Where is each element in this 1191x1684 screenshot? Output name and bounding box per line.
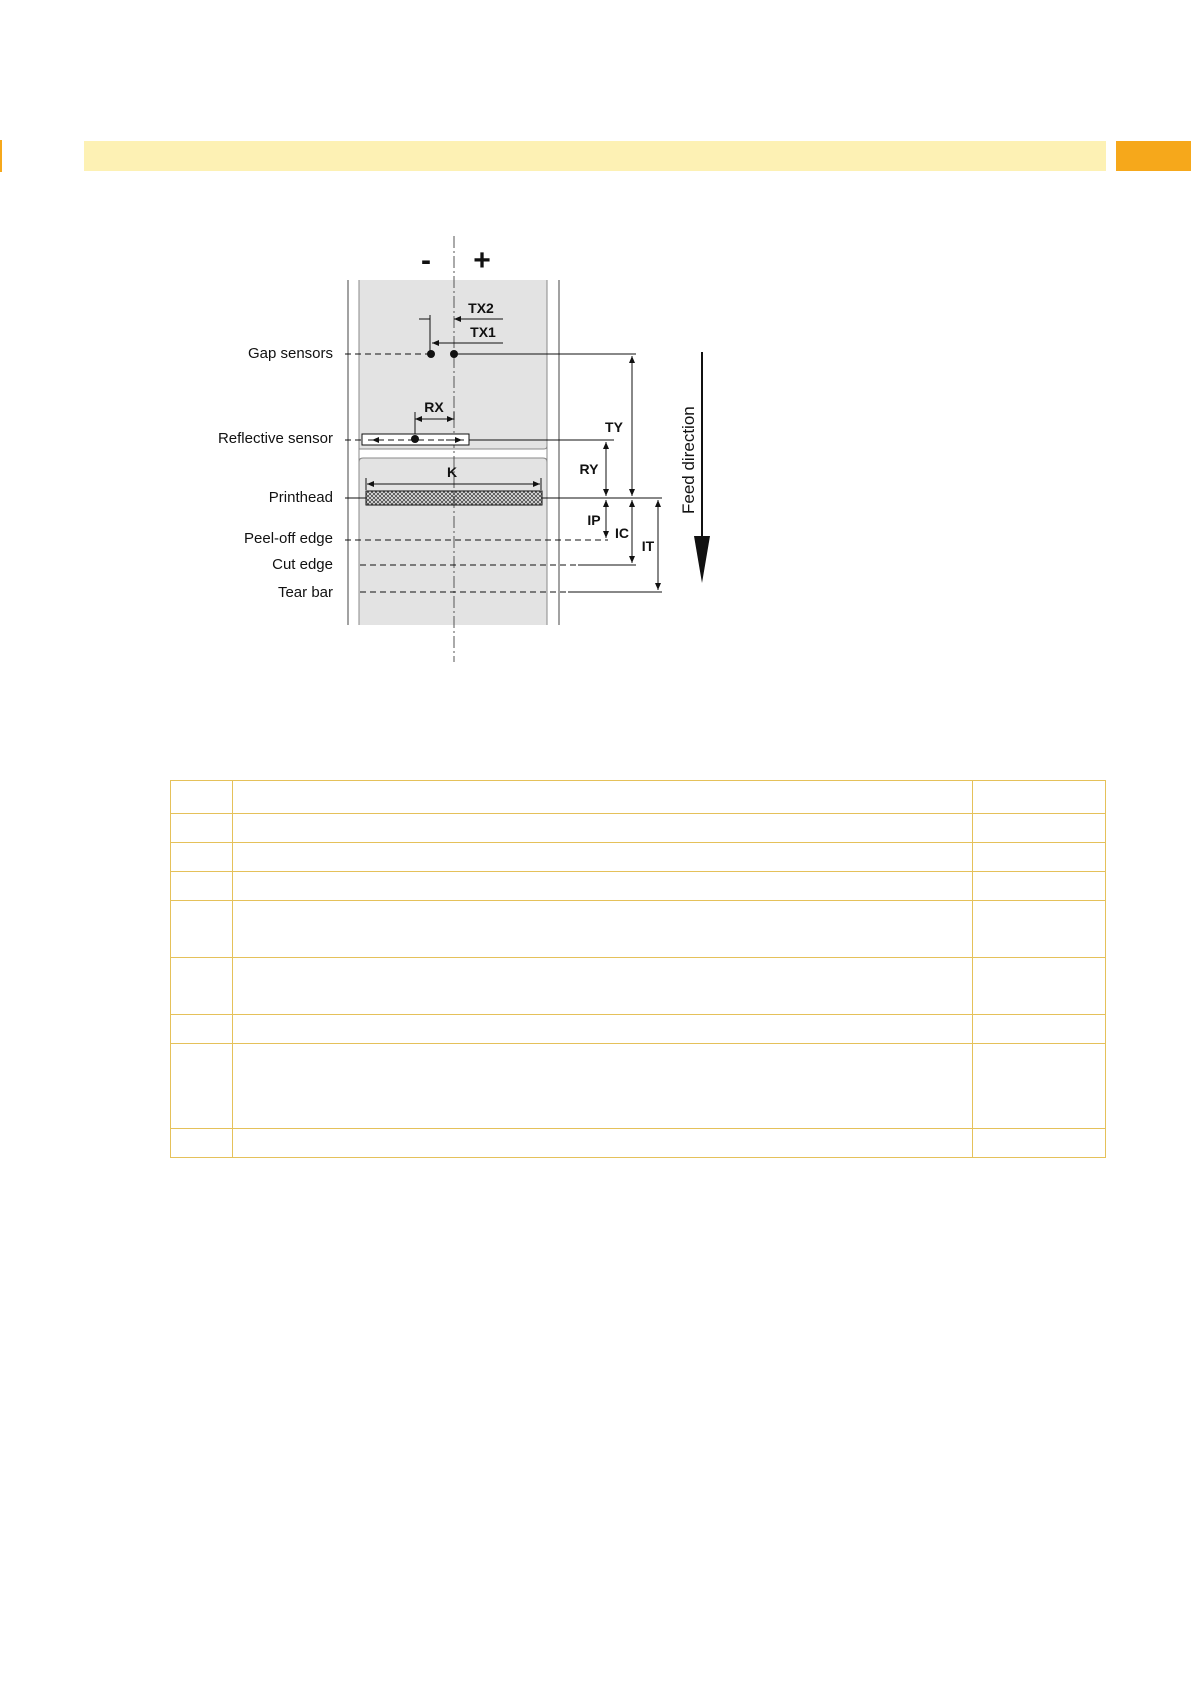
table-cell <box>973 901 1106 958</box>
table-cell <box>233 781 973 814</box>
table-cell <box>171 781 233 814</box>
table-cell <box>973 814 1106 843</box>
reflective-sensor-dot <box>411 435 419 443</box>
dim-ip: IP <box>587 512 601 528</box>
table-cell <box>973 1129 1106 1158</box>
gap-sensor-1 <box>427 350 435 358</box>
table-cell <box>171 872 233 901</box>
table-row <box>171 1129 1106 1158</box>
dim-ry: RY <box>579 461 599 477</box>
table-cell <box>171 901 233 958</box>
table-cell <box>973 872 1106 901</box>
table-row <box>171 1044 1106 1129</box>
dim-k: K <box>446 464 458 480</box>
plus-sign: + <box>473 244 491 277</box>
minus-sign: - <box>421 244 431 277</box>
label-gap-sensors: Gap sensors <box>247 345 333 362</box>
dim-ty: TY <box>605 419 623 435</box>
table-cell <box>973 843 1106 872</box>
table-cell <box>171 1129 233 1158</box>
label-peel-off-edge: Peel-off edge <box>244 530 333 547</box>
dim-it: IT <box>641 538 655 554</box>
table-row <box>171 843 1106 872</box>
table-row <box>171 814 1106 843</box>
table-cell <box>171 1044 233 1129</box>
gap-sensor-2 <box>450 350 458 358</box>
label-cut-edge: Cut edge <box>272 556 333 573</box>
dim-ic: IC <box>615 525 629 541</box>
table-cell <box>171 814 233 843</box>
table-cell <box>233 958 973 1015</box>
feed-direction-label: Feed direction <box>679 406 698 514</box>
label-gap <box>359 449 547 458</box>
table-cell <box>171 958 233 1015</box>
table-cell <box>973 958 1106 1015</box>
label-tear-bar: Tear bar <box>277 584 333 601</box>
dim-rx: RX <box>424 399 444 415</box>
printhead-bar <box>366 491 542 505</box>
dim-tx1: TX1 <box>470 324 496 340</box>
table-cell <box>171 843 233 872</box>
table-cell <box>233 1129 973 1158</box>
table-cell <box>233 872 973 901</box>
table-cell <box>973 781 1106 814</box>
label-reflective-sensor: Reflective sensor <box>217 430 333 447</box>
feed-direction-arrowhead <box>694 536 710 583</box>
table-cell <box>973 1015 1106 1044</box>
table-cell <box>233 843 973 872</box>
dim-tx2: TX2 <box>468 300 494 316</box>
table-row <box>171 872 1106 901</box>
label-printhead: Printhead <box>268 489 333 506</box>
spec-table <box>170 780 1106 1158</box>
sensor-diagram <box>0 0 1191 700</box>
table-row <box>171 781 1106 814</box>
table-row <box>171 958 1106 1015</box>
table-cell <box>233 1015 973 1044</box>
table-cell <box>171 1015 233 1044</box>
table-cell <box>233 814 973 843</box>
table-cell <box>233 1044 973 1129</box>
table-cell <box>233 901 973 958</box>
table-cell <box>973 1044 1106 1129</box>
table-row <box>171 901 1106 958</box>
table-row <box>171 1015 1106 1044</box>
